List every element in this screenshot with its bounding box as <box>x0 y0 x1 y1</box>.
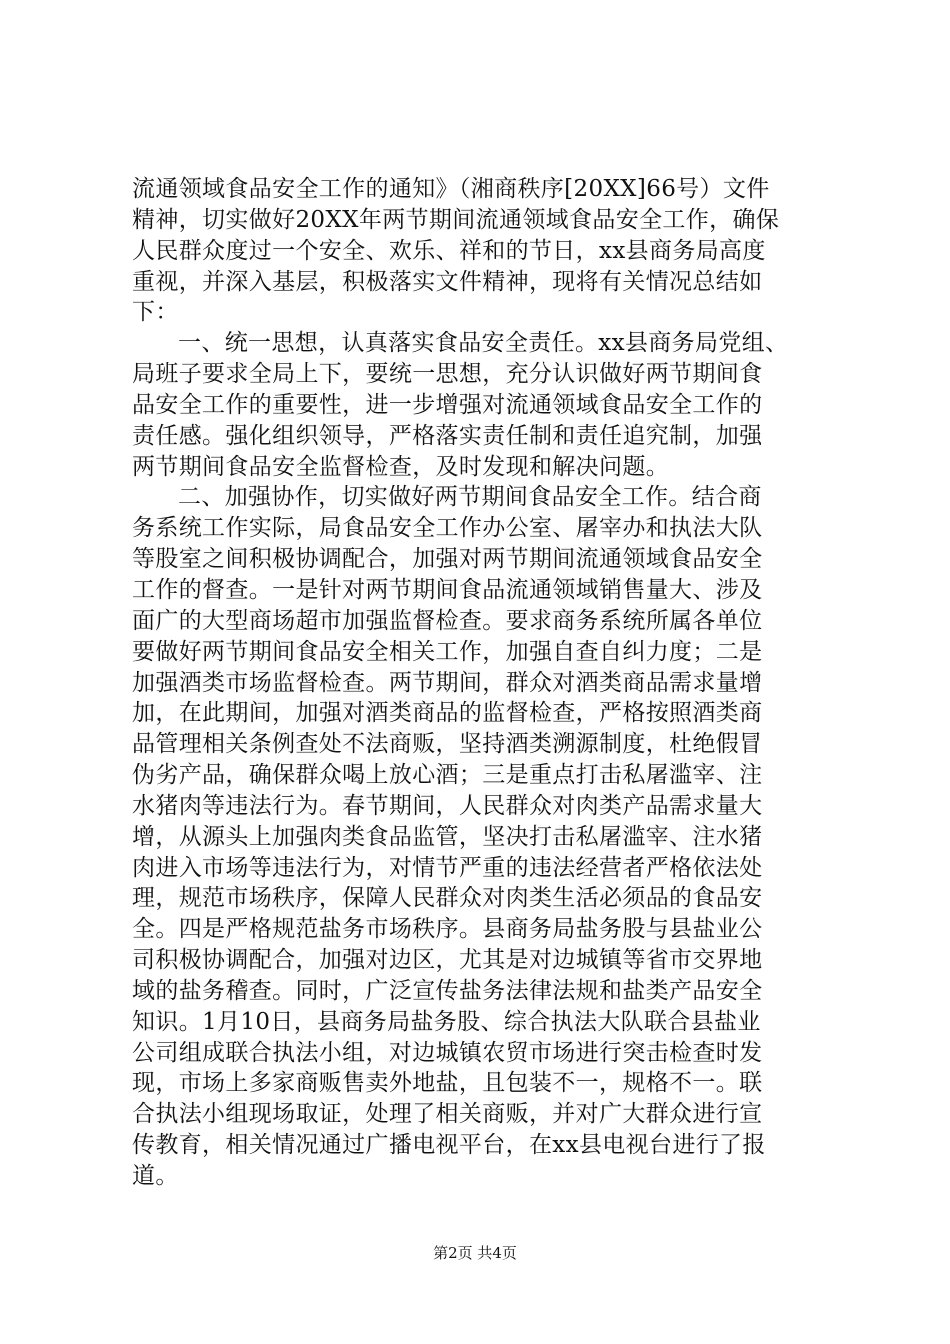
text-line: 工作的督查。一是针对两节期间食品流通领域销售量大、涉及 <box>132 576 763 603</box>
text-line: 人民群众度过一个安全、欢乐、祥和的节日，xx县商务局高度 <box>132 237 766 264</box>
text-line: 传教育，相关情况通过广播电视平台，在xx县电视台进行了报 <box>132 1132 766 1159</box>
text-line: 品安全工作的重要性，进一步增强对流通领域食品安全工作的 <box>132 391 763 418</box>
text-line: 两节期间食品安全监督检查，及时发现和解决问题。 <box>132 453 670 480</box>
text-line: 流通领域食品安全工作的通知》（湘商秩序[20XX]66号）文件 <box>132 176 770 202</box>
text-line: 面广的大型商场超市加强监督检查。要求商务系统所属各单位 <box>132 607 763 634</box>
text-line: 重视，并深入基层，积极落实文件精神，现将有关情况总结如 <box>132 268 763 295</box>
text-line: 加，在此期间，加强对酒类商品的监督检查，严格按照酒类商 <box>132 700 763 727</box>
text-line: 务系统工作实际，局食品安全工作办公室、屠宰办和执法大队 <box>132 515 763 542</box>
text-line: 合执法小组现场取证，处理了相关商贩，并对广大群众进行宣 <box>132 1101 763 1128</box>
text-line: 知识。1月10日，县商务局盐务股、综合执法大队联合县盐业 <box>132 1008 761 1035</box>
document-body <box>132 174 852 1192</box>
text-line: 公司组成联合执法小组，对边城镇农贸市场进行突击检查时发 <box>132 1039 763 1066</box>
text-line: 加强酒类市场监督检查。两节期间，群众对酒类商品需求量增 <box>132 669 763 696</box>
text-line: 域的盐务稽查。同时，广泛宣传盐务法律法规和盐类产品安全 <box>132 977 763 1004</box>
text-line: 等股室之间积极协调配合，加强对两节期间流通领域食品安全 <box>132 546 763 573</box>
text-line: 水猪肉等违法行为。春节期间，人民群众对肉类产品需求量大 <box>132 792 763 819</box>
text-line: 精神，切实做好20XX年两节期间流通领域食品安全工作，确保 <box>132 206 780 233</box>
page-number-footer: 第2页 共4页 <box>433 1244 517 1262</box>
text-line: 品管理相关条例查处不法商贩，坚持酒类溯源制度，杜绝假冒 <box>132 731 763 758</box>
text-line: 要做好两节期间食品安全相关工作，加强自查自纠力度；二是 <box>132 638 763 665</box>
text-line: 伪劣产品，确保群众喝上放心酒；三是重点打击私屠滥宰、注 <box>132 762 763 789</box>
text-line: 局班子要求全局上下，要统一思想，充分认识做好两节期间食 <box>132 361 763 388</box>
section-one-heading-line: 一、统一思想，认真落实食品安全责任。xx县商务局党组、 <box>178 330 789 357</box>
text-line: 肉进入市场等违法行为，对情节严重的违法经营者严格依法处 <box>132 854 763 881</box>
section-two-heading-line: 二、加强协作，切实做好两节期间食品安全工作。结合商 <box>178 484 762 511</box>
text-line: 责任感。强化组织领导，严格落实责任制和责任追究制，加强 <box>132 422 763 449</box>
text-line: 增，从源头上加强肉类食品监管，坚决打击私屠滥宰、注水猪 <box>132 823 763 850</box>
text-line: 下： <box>132 299 179 326</box>
text-line: 全。四是严格规范盐务市场秩序。县商务局盐务股与县盐业公 <box>132 916 763 943</box>
text-line: 理，规范市场秩序，保障人民群众对肉类生活必须品的食品安 <box>132 885 763 912</box>
text-line: 现，市场上多家商贩售卖外地盐，且包装不一，规格不一。联 <box>132 1070 763 1097</box>
text-line: 道。 <box>132 1163 179 1189</box>
text-line: 司积极协调配合，加强对边区，尤其是对边城镇等省市交界地 <box>132 947 763 974</box>
